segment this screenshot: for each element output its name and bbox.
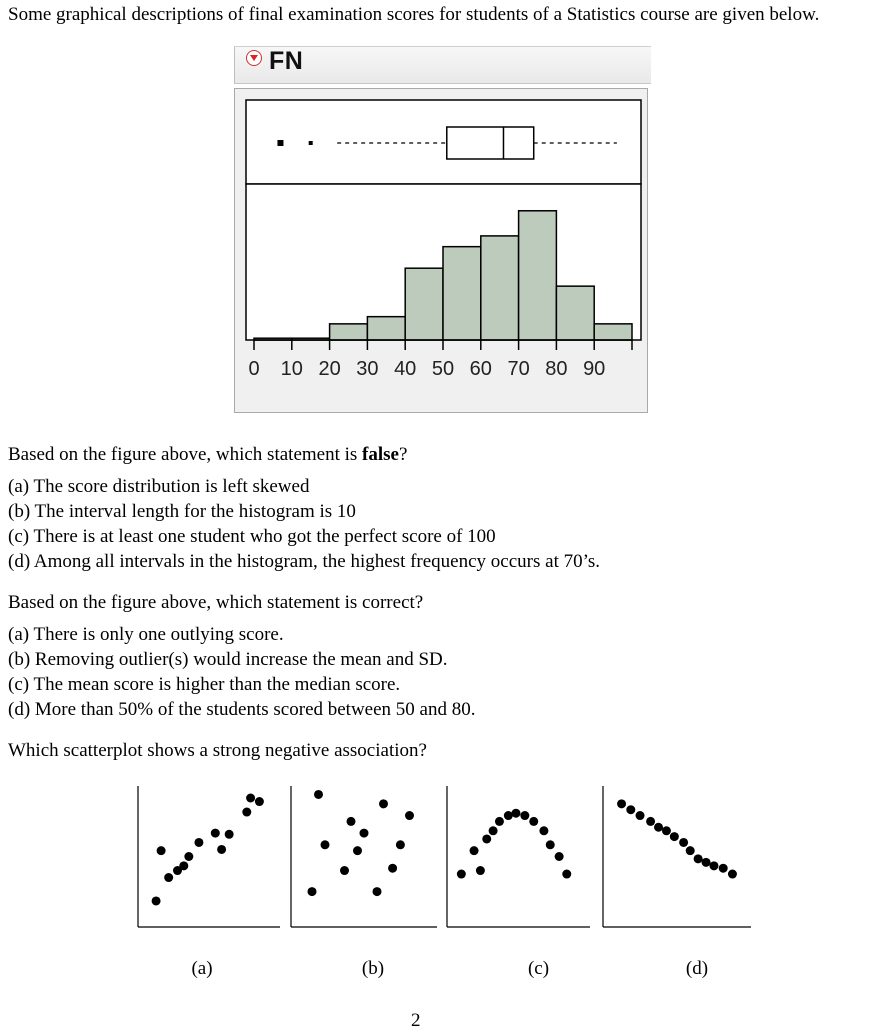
scatter-point [321, 840, 330, 849]
boxplot-outlier-15 [309, 141, 313, 145]
histogram-bar-90 [594, 324, 632, 340]
x-tick-label-30: 30 [356, 358, 379, 380]
scatter-point [211, 829, 220, 838]
x-tick-label-0: 0 [248, 358, 260, 380]
scatterplot-label: (a) [191, 958, 213, 979]
scatter-point [184, 852, 193, 861]
scatter-point [626, 805, 635, 814]
scatter-point [255, 797, 264, 806]
scatter-point [539, 826, 548, 835]
histogram-bar-70 [519, 211, 557, 340]
boxplot-frame [246, 100, 641, 184]
histogram-bar-50 [443, 247, 481, 340]
boxplot-outlier-7 [277, 140, 283, 146]
question-1-option-b: (b) The interval length for the histogram is 10 [8, 501, 356, 522]
scatter-point [242, 808, 251, 817]
scatter-point [617, 799, 626, 808]
histogram-bar-30 [367, 317, 405, 340]
x-tick-label-40: 40 [394, 358, 417, 380]
question-2-option-d: (d) More than 50% of the students scored between 50 and 80. [8, 699, 476, 720]
x-tick-label-90: 90 [583, 358, 606, 380]
histogram-bar-20 [330, 324, 368, 340]
scatter-point [157, 846, 166, 855]
scatter-point [360, 829, 369, 838]
scatter-point [495, 817, 504, 826]
scatterplot-label: (d) [685, 958, 709, 979]
scatter-point [636, 811, 645, 820]
question-2-option-b: (b) Removing outlier(s) would increase the mean and SD. [8, 649, 448, 670]
scatter-point [353, 846, 362, 855]
scatterplot-c [447, 786, 590, 979]
scatter-point [457, 870, 466, 879]
scatter-point [654, 823, 663, 832]
question-1-option-a: (a) The score distribution is left skewed [8, 476, 310, 497]
figure-title: FN [269, 47, 304, 75]
scatterplot-a [138, 786, 280, 979]
scatter-point [179, 861, 188, 870]
intro-text: Some graphical descriptions of final examination scores for students of a Statistics course are given below. [8, 4, 820, 25]
question-2-option-c: (c) The mean score is higher than the median score. [8, 674, 401, 695]
scatter-point [476, 866, 485, 875]
scatter-point [405, 811, 414, 820]
scatter-point [489, 826, 498, 835]
scatter-point [470, 846, 479, 855]
disclosure-triangle-icon[interactable] [246, 50, 262, 66]
question-3-prompt: Which scatterplot shows a strong negative association? [8, 740, 427, 761]
scatterplot-label: (c) [527, 958, 550, 979]
question-1-prompt-text: Based on the figure above, which statement is [8, 444, 363, 465]
question-1-prompt-end: ? [398, 444, 408, 465]
scatter-point [340, 866, 349, 875]
question-2-prompt: Based on the figure above, which statement is correct? [8, 592, 424, 613]
scatter-point [646, 817, 655, 826]
page-number: 2 [411, 1010, 421, 1031]
question-1-option-c: (c) There is at least one student who got the perfect score of 100 [8, 526, 496, 547]
scatter-point [379, 799, 388, 808]
question-1-option-d: (d) Among all intervals in the histogram, the highest frequency occurs at 70’s. [8, 551, 601, 572]
scatter-point [562, 870, 571, 879]
scatter-point [164, 873, 173, 882]
scatterplot-b [291, 786, 437, 979]
scatter-point [702, 858, 711, 867]
question-1-prompt [8, 442, 407, 467]
x-tick-label-60: 60 [469, 358, 492, 380]
scatter-point [314, 790, 323, 799]
histogram-bar-80 [556, 286, 594, 340]
scatter-point [152, 896, 161, 905]
scatter-point [728, 870, 737, 879]
scatter-point [373, 887, 382, 896]
scatter-point [347, 817, 356, 826]
scatter-point [662, 826, 671, 835]
question-1-prompt-bold: false [362, 444, 399, 465]
scatter-point [694, 854, 703, 863]
x-tick-label-10: 10 [280, 358, 303, 380]
scatter-point [555, 852, 564, 861]
scatter-point [686, 846, 695, 855]
question-2-option-a: (a) There is only one outlying score. [8, 624, 284, 645]
scatter-point [546, 840, 555, 849]
x-tick-label-70: 70 [507, 358, 530, 380]
scatter-point [388, 864, 397, 873]
scatter-point [482, 834, 491, 843]
scatter-point [217, 845, 226, 854]
histogram-bar-40 [405, 268, 443, 340]
scatter-point [520, 811, 529, 820]
scatter-point [709, 861, 718, 870]
scatterplots [0, 770, 884, 1000]
scatterplot-label: (b) [361, 958, 385, 979]
x-tick-label-20: 20 [318, 358, 341, 380]
scatter-point [194, 838, 203, 847]
histogram-bar-60 [481, 236, 519, 340]
histogram-boxplot-chart [234, 88, 648, 413]
scatterplot-d [603, 786, 751, 979]
scatter-point [225, 830, 234, 839]
x-tick-label-50: 50 [431, 358, 455, 380]
x-tick-label-80: 80 [545, 358, 568, 380]
scatter-point [679, 838, 688, 847]
scatter-point [529, 817, 538, 826]
scatter-point [308, 887, 317, 896]
scatter-point [246, 794, 255, 803]
scatter-point [511, 809, 520, 818]
scatter-point [670, 832, 679, 841]
scatter-point [719, 864, 728, 873]
scatter-point [396, 840, 405, 849]
boxplot-box [447, 127, 534, 159]
scatter-point [504, 811, 513, 820]
